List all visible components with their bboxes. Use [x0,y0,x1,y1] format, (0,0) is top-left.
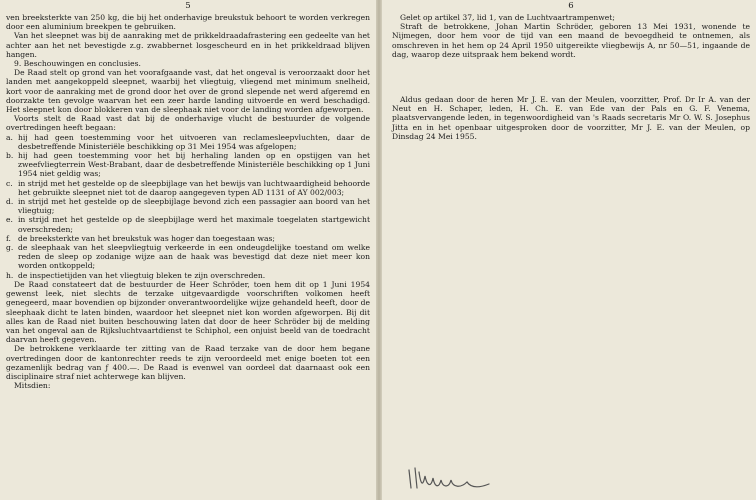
list-item [6,271,370,280]
list-item-text: de sleephaak van het sleepvliegtuig verkeerde in een ondeugdelijke toestand om welke reden de sleep op zodanige wijze aan de haak was bevestigd dat deze niet meer kon worden ontkoppeld; [18,243,370,271]
list-item [6,197,370,215]
section-heading: 9. Beschouwingen en conclusies. [14,59,141,69]
list-item-label: h. [6,270,14,280]
paragraph: De betrokkene verklaarde ter zitting van de Raad terzake van de door hem begane overtredingen door de kantonrechter reeds te zijn veroordeeld met enige boeten tot een gezamenlijk bedrag van ƒ 400.—. De Raad is evenwel van oordeel dat daarnaast ook een disciplinaire straf niet achterwege kan blijven. [6,344,370,381]
list-item-label: d. [6,197,14,207]
list-item [6,215,370,233]
right-page [382,0,756,500]
list-item-label: c. [6,178,13,188]
paragraph: Straft de betrokkene, Johan Martin Schröder, geboren 13 Mei 1931, wonende te Nijmegen, door hem voor de tijd van een maand de bevoegdheid te ontnemen, als omschreven in het hem op 24 April 1950 uitgereikte vliegbewijs A, nr 50—51, ingaande de dag, waarop deze uitspraak hem bekend wordt. [392,22,750,59]
spacer [392,59,750,95]
paragraph: Aldus gedaan door de heren Mr J. E. van der Meulen, voorzitter, Prof. Dr Ir A. van der Neut en H. Schaper, leden, H. Ch. E. van Ede van der Pals en G. F. Venema, plaatsvervangende leden, in tegenwoordigheid van 's Raads secretaris Mr O. W. S. Josephus Jitta en in het openbaar uitgesproken door de voorzitter, Mr J. E. van der Meulen, op Dinsdag 24 Mei 1955. [392,95,750,141]
paragraph: Van het sleepnet was bij de aanraking met de prikkeldraadafrastering een gedeelte van het achter aan het net bevestigde z.g. zwabbernet losgescheurd en in het prikkeldraad blijven hangen. [6,31,370,59]
list-item-label: f. [6,233,11,243]
list-item-label: g. [6,243,14,253]
list-item-text: de inspectietijden van het vliegtuig bleken te zijn overschreden. [18,270,266,280]
list-item-text: hij had geen toestemming voor het bij herhaling landen op en opstijgen van het zweefvliegterrein West-Brabant, daar de desbetreffende Ministeriële beschikking op 1 Juni 1954 niet geldig was; [18,151,370,179]
list-item-text: in strijd met het gestelde op de sleepbijlage werd het maximale toegelaten startgewicht overschreden; [18,215,370,234]
list-item [6,243,370,271]
list-item-label: e. [6,215,13,225]
list-item-label: a. [6,132,13,142]
paragraph: Voorts stelt de Raad vast dat bij de onderhavige vlucht de bestuurder de volgende overtredingen heeft begaan: [6,114,370,133]
paragraph: ven breeksterkte van 250 kg, die bij het onderhavige breukstuk behoort te worden verkregen door een aluminium breekpen te gebruiken. [6,13,370,32]
list-item-text: hij had geen toestemming voor het uitvoeren van reclamesleepvluchten, daar de desbetreffende Ministeriële beschikking op 31 Mei 1954 was afgelopen; [18,132,370,151]
list-item [6,179,370,197]
paragraph: De Raad stelt op grond van het voorafgaande vast, dat het ongeval is veroorzaakt door het landen met aangekoppeld sleepnet, waarbij het vliegtuig, vliegend met minimum snelheid, kort voor de aanraking met de grond door het over de grond slepende net werd afgeremd en doorzakte ten gevolge waarvan het een zeer harde landing uitvoerde en werd beschadigd. Het sleepnet kon door blokkeren van de sleephaak niet voor de landing worden afgeworpen. [6,68,370,115]
list-item-text: in strijd met het gestelde op de sleepbijlage bevond zich een passagier aan boord van het vliegtuig; [18,197,370,216]
paragraph: Gelet op artikel 37, lid 1, van de Luchtvaartrampenwet; [400,13,615,22]
page-number: 6 [568,1,574,11]
list-item [6,151,370,179]
paragraph: De Raad constateert dat de bestuurder de Heer Schröder, toen hem dit op 1 Juni 1954 gewenst leek, niet slechts de terzake uitgevaardigde voorschriften volkomen heeft genegeerd, maar bovendien op bijzonder onverantwoordelijke wijze gehandeld heeft, door de sleephaak dicht te laten binden, waardoor het sleepnet niet kon worden afgeworpen. Bij dit alles kan de Raad niet buiten beschouwing laten dat door de heer Schröder bij de melding van het ongeval aan de Rijksluchtvaartdienst te Schiphol, een onjuist beeld van de toedracht daarvan heeft gegeven. [6,279,370,345]
left-page [0,0,376,500]
list-item-label: b. [6,151,14,161]
paragraph: Mitsdien: [14,381,51,391]
list-item [6,133,370,151]
list-item-text: in strijd met het gestelde op de sleepbijlage van het bewijs van luchtwaardigheid behoorde het gebruikte sleepnet niet tot de daarop aangegeven typen AD 1131 of AY 002/003; [18,178,370,197]
list-item-text: de breeksterkte van het breukstuk was hoger dan toegestaan was; [18,233,275,243]
page-number: 5 [185,1,191,11]
handwritten-signature [405,462,495,492]
list-item [6,234,370,243]
violations-list [6,133,370,280]
